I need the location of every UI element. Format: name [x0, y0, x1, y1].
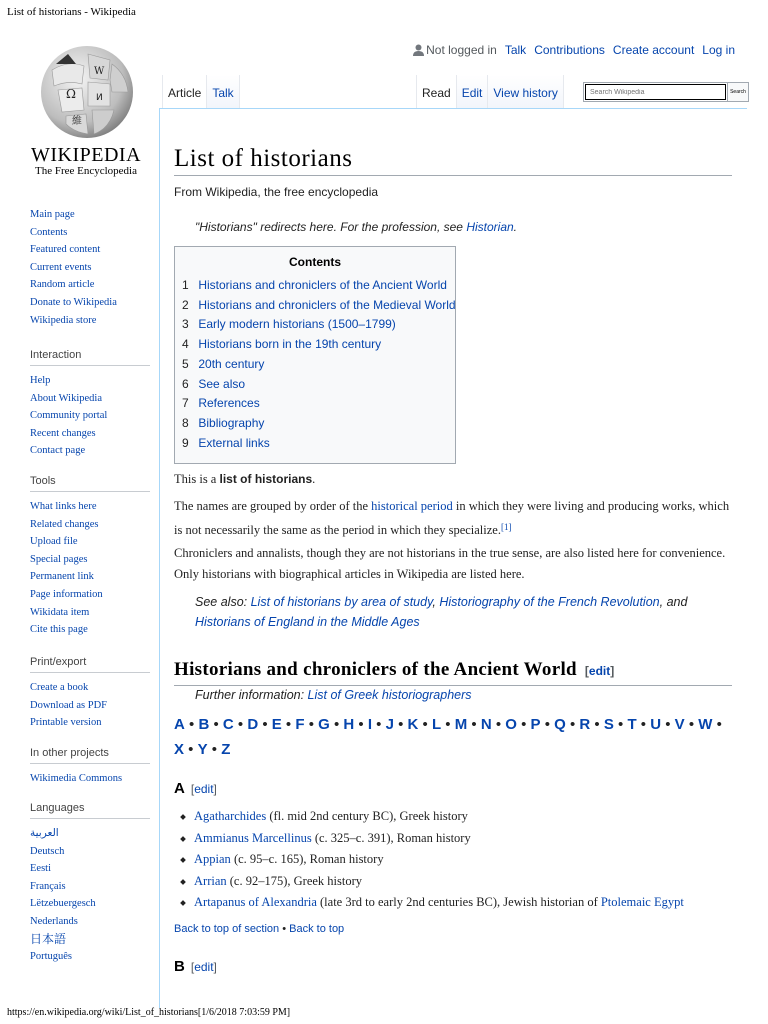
letter-separator: • — [354, 716, 368, 733]
lang-portugues[interactable]: Português — [30, 951, 72, 963]
print-export-heading: Print/export — [30, 656, 150, 673]
letter-separator: • — [184, 716, 199, 733]
toc-item[interactable]: 6 See also — [182, 376, 246, 391]
tool-related-changes[interactable]: Related changes — [30, 518, 99, 530]
back-to-top-link[interactable]: Back to top — [289, 923, 345, 935]
reference-1-link[interactable]: [1] — [500, 522, 512, 532]
site-subtitle: From Wikipedia, the free encyclopedia — [174, 185, 379, 199]
letter-separator: • — [233, 716, 248, 733]
tool-wikidata-item[interactable]: Wikidata item — [30, 606, 90, 618]
tools-portal — [30, 475, 150, 639]
historian-link[interactable]: Agatharchides — [194, 809, 267, 823]
personal-tools — [413, 43, 735, 57]
other-projects-heading: In other projects — [30, 747, 150, 764]
interaction-heading: Interaction — [30, 349, 150, 366]
letter-link-n[interactable]: N — [480, 716, 492, 733]
letter-separator: • — [613, 716, 628, 733]
list-item: Ammianus Marcellinus (c. 325–c. 391), Roman history — [178, 828, 738, 850]
section-heading-b: B [edit] — [174, 958, 217, 975]
see-also-england-middle-ages-link[interactable]: Historians of England in the Middle Ages — [195, 615, 420, 629]
tab-talk[interactable]: Talk — [206, 75, 239, 108]
toc-item[interactable]: 5 20th century — [182, 356, 265, 371]
toc-title: Contents — [289, 255, 341, 269]
printable-version-link[interactable]: Printable version — [30, 717, 102, 729]
letter-separator: • — [258, 716, 272, 733]
letter-link-c[interactable]: C — [222, 716, 234, 733]
letter-link-v[interactable]: V — [674, 716, 685, 733]
hatnote: "Historians" redirects here. For the profession, see Historian. — [195, 220, 518, 234]
tab-article[interactable]: Article — [162, 75, 206, 108]
edit-section-link[interactable]: edit — [194, 782, 214, 796]
letter-separator: • — [184, 741, 198, 758]
lang-japanese[interactable]: 日本語 — [30, 931, 67, 946]
letter-separator: • — [661, 716, 675, 733]
letter-link-o[interactable]: O — [505, 716, 517, 733]
letter-link-z[interactable]: Z — [221, 741, 231, 758]
not-logged-in: Not logged in — [413, 43, 497, 57]
toc-item[interactable]: 4 Historians born in the 19th century — [182, 337, 382, 352]
lang-nederlands[interactable]: Nederlands — [30, 915, 78, 927]
letter-separator: • — [281, 716, 296, 733]
namespace-tabs — [162, 75, 240, 108]
letter-separator: • — [491, 716, 506, 733]
log-in-link[interactable]: Log in — [702, 43, 735, 57]
letter-link-e[interactable]: E — [271, 716, 282, 733]
letter-separator: • — [393, 716, 408, 733]
lang-deutsch[interactable]: Deutsch — [30, 845, 65, 857]
letter-link-m[interactable]: M — [454, 716, 468, 733]
toc-item[interactable]: 9 External links — [182, 435, 270, 450]
nav-store[interactable]: Wikipedia store — [30, 314, 97, 326]
letter-separator: • — [712, 716, 722, 733]
download-pdf-link[interactable]: Download as PDF — [30, 699, 108, 711]
letter-separator: • — [516, 716, 531, 733]
lang-francais[interactable]: Français — [30, 880, 66, 892]
letter-separator: • — [684, 716, 699, 733]
nav-recent-changes[interactable]: Recent changes — [30, 427, 96, 439]
letter-separator: • — [636, 716, 651, 733]
letter-link-p[interactable]: P — [530, 716, 541, 733]
tool-cite-this-page[interactable]: Cite this page — [30, 624, 88, 636]
letter-separator: • — [304, 716, 319, 733]
toc-item[interactable]: 1 Historians and chroniclers of the Ancient World — [182, 278, 447, 292]
letter-link-u[interactable]: U — [650, 716, 662, 733]
print-page-title: List of historians - Wikipedia — [7, 6, 136, 18]
letter-separator: • — [372, 716, 386, 733]
letter-separator: • — [467, 716, 481, 733]
puzzle-globe-icon — [38, 40, 136, 144]
letter-link-s[interactable]: S — [603, 716, 614, 733]
page-title: List of historians — [174, 145, 732, 176]
intro-paragraph: This is a list of historians. — [174, 472, 316, 486]
tool-special-pages[interactable]: Special pages — [30, 553, 88, 565]
wikipedia-logo[interactable] — [30, 40, 142, 182]
historian-link[interactable]: Artapanus of Alexandria — [194, 895, 317, 909]
historian-list-a — [178, 806, 738, 914]
search-button[interactable]: Search — [727, 83, 748, 101]
search-input[interactable] — [585, 84, 726, 100]
user-icon — [413, 44, 424, 56]
navigation-portal — [30, 206, 150, 329]
nav-community-portal[interactable]: Community portal — [30, 410, 108, 422]
talk-link[interactable]: Talk — [504, 43, 527, 57]
section-heading-a: A [edit] — [174, 780, 217, 797]
back-to-section-link[interactable]: Back to top of section — [174, 923, 280, 935]
print-export-portal — [30, 656, 150, 732]
further-information-note: Further information: List of Greek historiographers — [195, 688, 472, 702]
tab-edit[interactable]: Edit — [456, 75, 488, 108]
toc-item[interactable]: 2 Historians and chroniclers of the Medieval World — [182, 297, 456, 312]
see-also-note: See also: List of historians by area of study, Historiography of the French Revolution, and Historians of England in the Middle Ages — [195, 595, 688, 629]
ptolemaic-egypt-link[interactable]: Ptolemaic Egypt — [600, 895, 684, 909]
languages-heading: Languages — [30, 802, 150, 819]
greek-historiographers-link[interactable]: List of Greek historiographers — [307, 688, 472, 702]
logo-wordmark: WIKIPEDIA — [30, 144, 142, 166]
letter-link-d[interactable]: D — [247, 716, 259, 733]
letter-separator: • — [565, 716, 580, 733]
list-item: Agatharchides (fl. mid 2nd century BC), Greek history — [178, 806, 738, 828]
tool-page-information[interactable]: Page information — [30, 588, 103, 600]
contributions-link[interactable]: Contributions — [534, 43, 605, 57]
letter-separator: • — [441, 716, 455, 733]
edit-section-link[interactable]: edit — [194, 960, 214, 974]
toc-item[interactable]: 7 References — [182, 396, 260, 411]
letter-separator: • — [540, 716, 555, 733]
letter-link-g[interactable]: G — [318, 716, 330, 733]
lang-arabic[interactable]: العربية — [30, 828, 59, 839]
letter-link-y[interactable]: Y — [197, 741, 208, 758]
nav-about[interactable]: About Wikipedia — [30, 392, 102, 404]
chroniclers-paragraph: Chroniclers and annalists, though they are not historians in the true sense, are also listed here for convenience. Only historians with biographical articles in Wikipedia are listed here. — [174, 546, 726, 581]
letter-link-w[interactable]: W — [698, 716, 713, 733]
create-account-link[interactable]: Create account — [612, 43, 695, 57]
print-page-url: https://en.wikipedia.org/wiki/List_of_historians[1/6/2018 7:03:59 PM] — [7, 1007, 291, 1018]
view-tabs — [416, 75, 564, 108]
letter-separator: • — [590, 716, 604, 733]
tool-upload-file[interactable]: Upload file — [30, 536, 78, 548]
alphabet-index — [174, 712, 734, 762]
tool-permanent-link[interactable]: Permanent link — [30, 571, 94, 583]
letter-link-t[interactable]: T — [627, 716, 637, 733]
letter-link-x[interactable]: X — [174, 741, 185, 758]
lang-letzebuergesch[interactable]: Lëtzebuergesch — [30, 898, 96, 910]
nav-main-page[interactable]: Main page — [30, 209, 75, 220]
toc-item[interactable]: 8 Bibliography — [182, 415, 265, 430]
letter-separator: • — [209, 716, 223, 733]
edit-section-link[interactable]: edit — [588, 664, 611, 678]
svg-text:Ω: Ω — [66, 87, 76, 101]
tools-heading: Tools — [30, 475, 150, 492]
other-projects-portal — [30, 747, 150, 788]
nav-help[interactable]: Help — [30, 375, 51, 386]
grouping-paragraph: The names are grouped by order of the historical period in which they were living and producing works, which is not necessarily the same as the period in which they specialize.[1] — [174, 499, 730, 537]
tab-view-history[interactable]: View history — [487, 75, 563, 108]
letter-link-a[interactable]: A — [174, 716, 185, 733]
tool-what-links-here[interactable]: What links here — [30, 501, 97, 512]
letter-separator: • — [418, 716, 432, 733]
nav-contents[interactable]: Contents — [30, 226, 68, 238]
toc-item[interactable]: 3 Early modern historians (1500–1799) — [182, 317, 396, 332]
nav-current-events[interactable]: Current events — [30, 261, 92, 273]
historian-link[interactable]: Historian — [466, 220, 514, 234]
lang-eesti[interactable]: Eesti — [30, 863, 51, 875]
letter-separator: • — [207, 741, 222, 758]
letter-link-h[interactable]: H — [343, 716, 355, 733]
letter-link-j[interactable]: J — [385, 716, 394, 733]
section-heading-ancient-world: Historians and chroniclers of the Ancient World [edit] — [174, 654, 732, 686]
historian-link[interactable]: Appian — [194, 852, 231, 866]
see-also-french-revolution-link[interactable]: Historiography of the French Revolution — [439, 595, 660, 609]
letter-link-l[interactable]: L — [431, 716, 442, 733]
nav-contact-page[interactable]: Contact page — [30, 445, 86, 457]
letter-link-b[interactable]: B — [198, 716, 210, 733]
nav-donate[interactable]: Donate to Wikipedia — [30, 296, 117, 308]
interaction-portal — [30, 349, 150, 460]
search-box — [583, 82, 749, 102]
nav-featured-content[interactable]: Featured content — [30, 244, 101, 256]
create-book-link[interactable]: Create a book — [30, 682, 89, 693]
letter-link-r[interactable]: R — [579, 716, 591, 733]
list-item: Artapanus of Alexandria (late 3rd to early 2nd centuries BC), Jewish historian of Ptolemaic Egypt — [178, 892, 738, 914]
letter-link-q[interactable]: Q — [554, 716, 566, 733]
tab-read[interactable]: Read — [416, 75, 456, 108]
letter-separator: • — [329, 716, 344, 733]
languages-portal — [30, 802, 150, 966]
historian-link[interactable]: Arrian — [194, 873, 227, 888]
logo-tagline: The Free Encyclopedia — [34, 165, 137, 177]
letter-link-k[interactable]: K — [407, 716, 419, 733]
see-also-area-of-study-link[interactable]: List of historians by area of study — [250, 595, 433, 609]
nav-random-article[interactable]: Random article — [30, 279, 95, 291]
letter-link-i[interactable]: I — [367, 716, 372, 733]
table-of-contents — [174, 246, 456, 464]
wikimedia-commons-link[interactable]: Wikimedia Commons — [30, 773, 123, 784]
list-item: Appian (c. 95–c. 165), Roman history — [178, 849, 738, 871]
svg-text:W: W — [94, 66, 105, 77]
list-item: Arrian (c. 92–175), Greek history — [178, 871, 738, 893]
svg-text:維: 維 — [72, 116, 82, 127]
letter-link-f[interactable]: F — [295, 716, 305, 733]
historical-period-link[interactable]: historical period — [371, 499, 453, 513]
historian-link[interactable]: Ammianus Marcellinus — [194, 830, 312, 845]
svg-text:И: И — [96, 93, 103, 103]
back-to-top-links: Back to top of section • Back to top — [174, 923, 345, 935]
